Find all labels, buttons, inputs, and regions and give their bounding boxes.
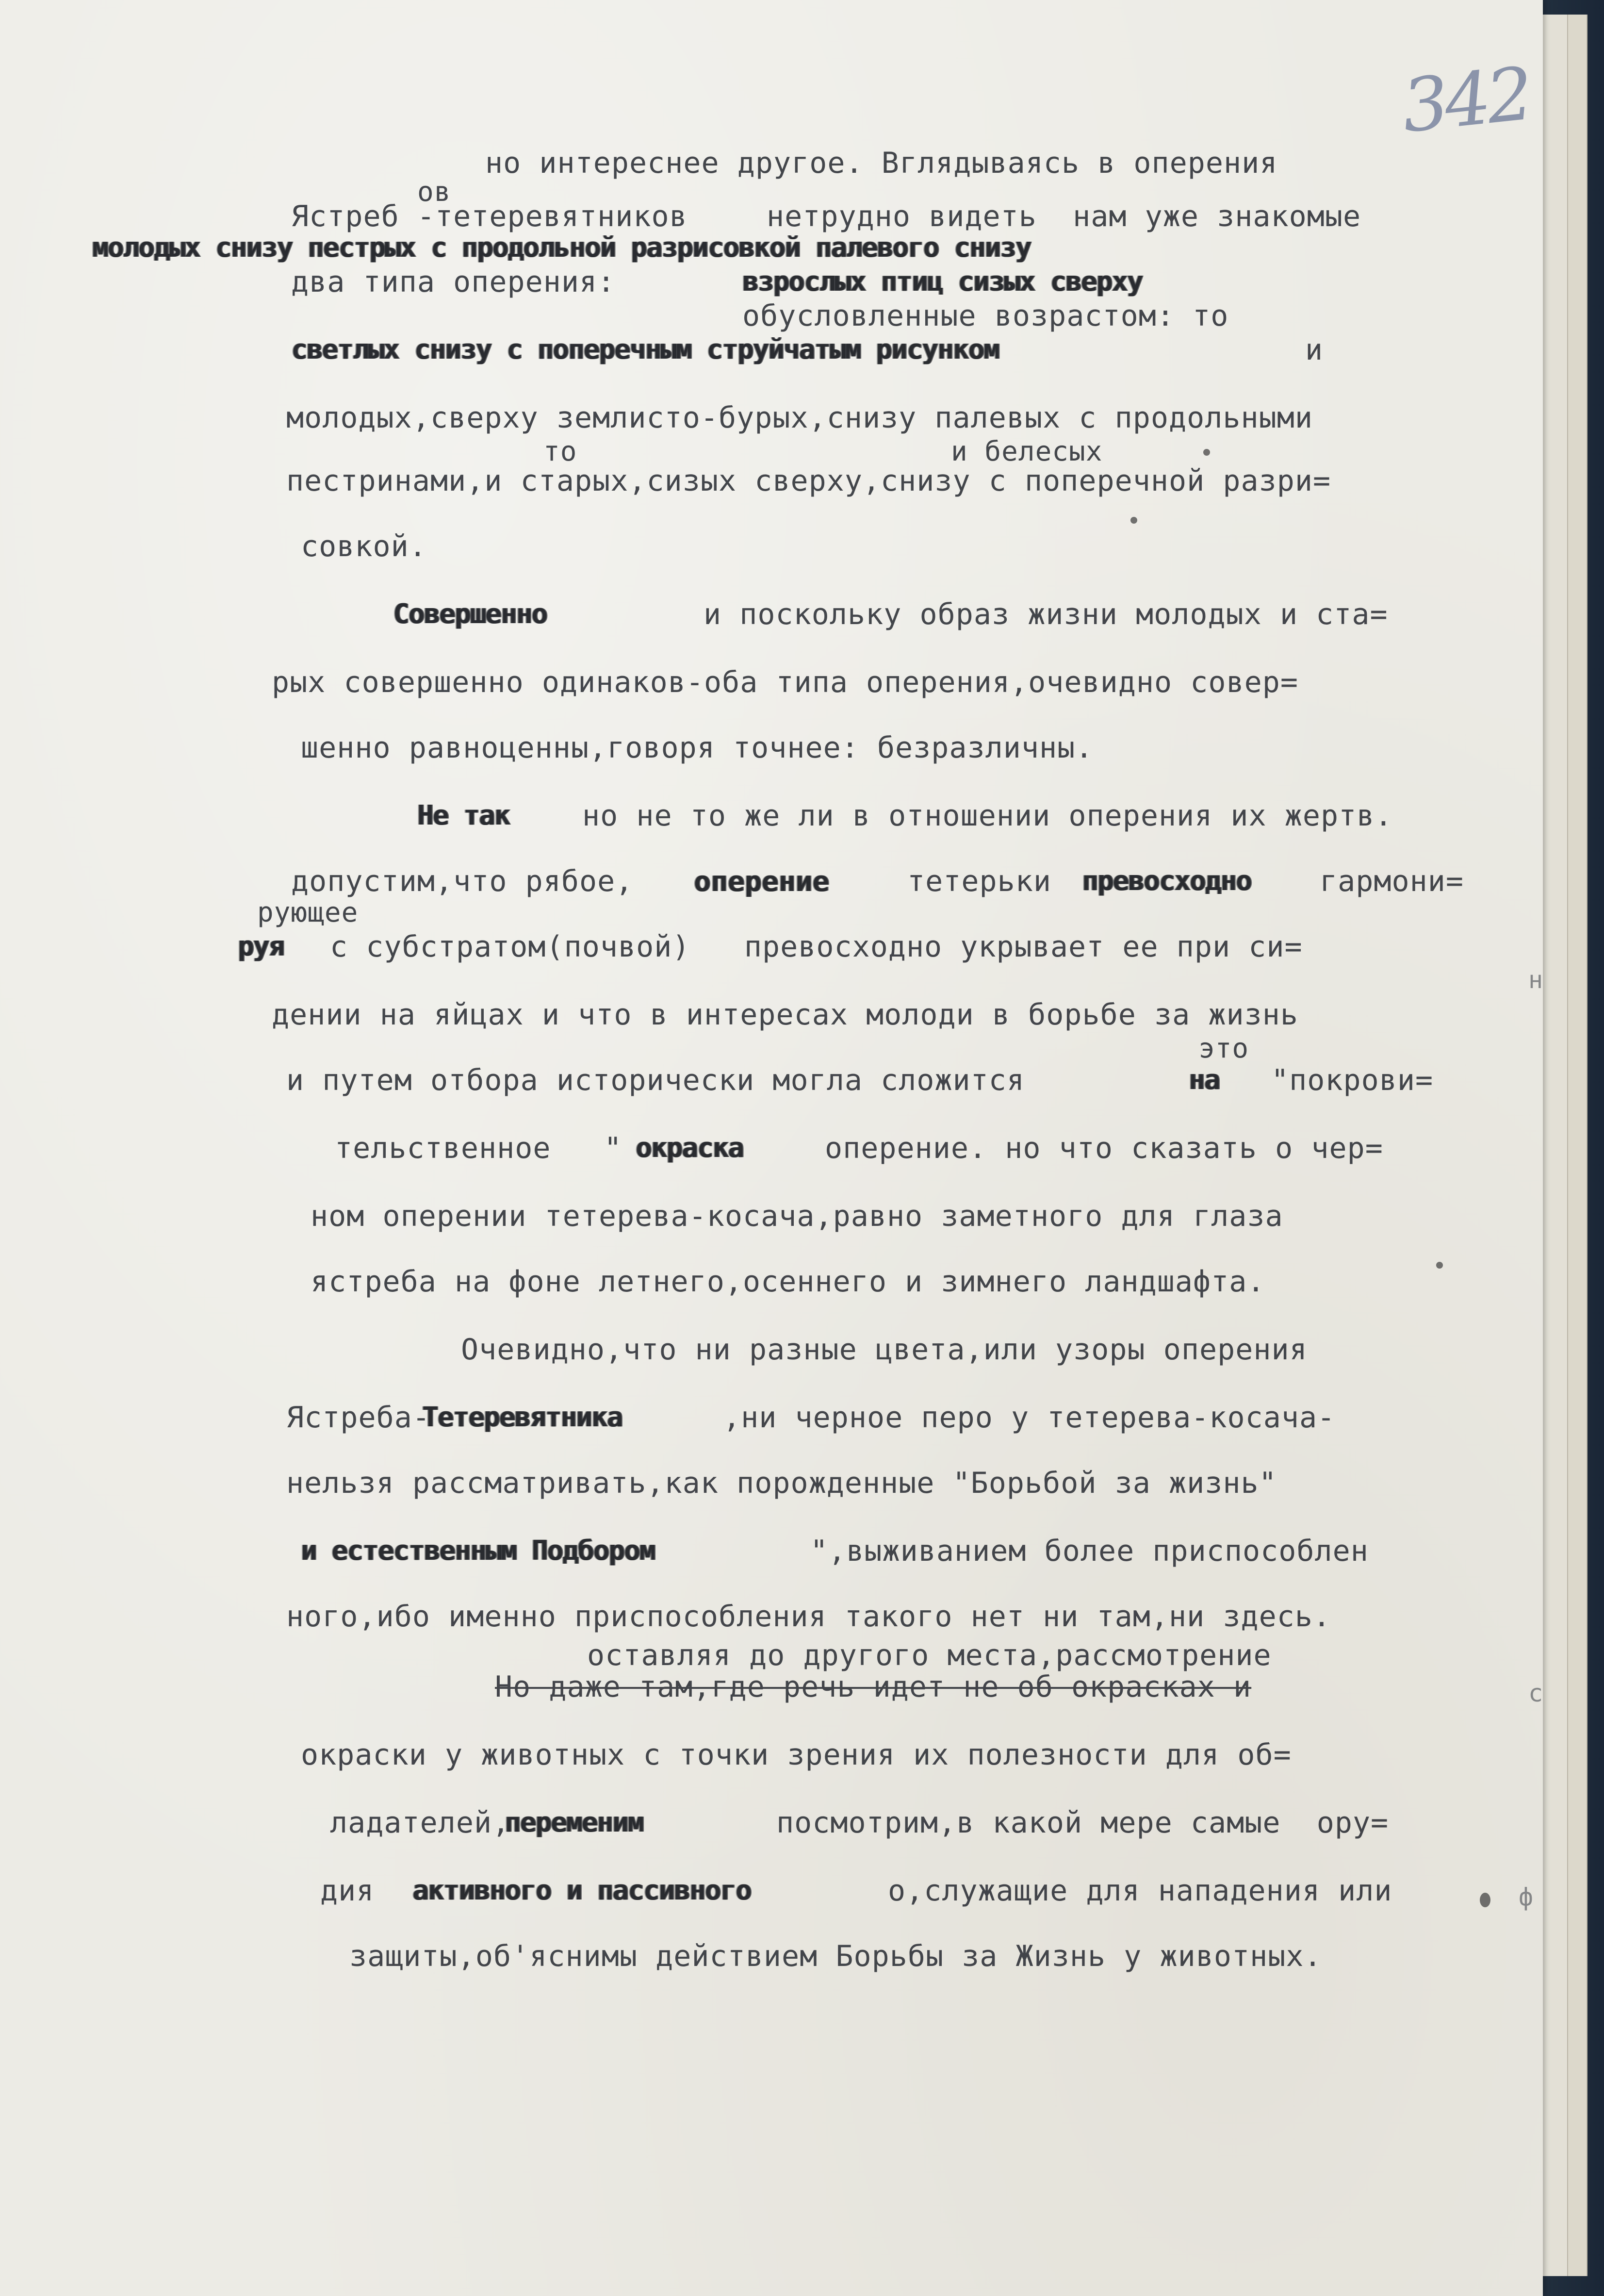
text-line: и путем отбора исторически могла сложится	[286, 1063, 1025, 1097]
text-line: тетерьки	[907, 864, 1051, 898]
struck-text: руя	[238, 931, 284, 962]
text-line: "	[604, 1131, 622, 1165]
text-line: Ястреба-	[286, 1401, 430, 1435]
struck-text: Совершенно	[393, 598, 547, 630]
text-line: о,служащие для нападения или	[888, 1874, 1392, 1908]
text-insertion: рующее	[257, 897, 359, 928]
text-line: пестринами,и старых,сизых сверху,снизу с поперечной разри=	[286, 464, 1331, 498]
ink-speck	[1436, 1262, 1443, 1269]
struck-text: переменим	[505, 1807, 643, 1838]
struck-text: окраска	[636, 1132, 744, 1164]
text-insertion: обусловленные возрастом: то	[742, 299, 1229, 333]
text-line: ладателей,	[330, 1806, 510, 1840]
text-line: с субстратом(почвой) превосходно укрывает ее при си=	[330, 930, 1303, 964]
edge-letter: н	[1528, 966, 1543, 994]
text-insertion: то	[543, 436, 577, 467]
struck-text-line: молодых снизу пестрых с продольной разрисовкой палевого снизу	[92, 232, 1031, 264]
text-line: нельзя рассматривать,как порожденные "Борьбой за жизнь"	[286, 1466, 1277, 1500]
text-line: "покрови=	[1271, 1063, 1434, 1097]
text-line: рых совершенно одинаков-оба типа оперения,очевидно совер=	[272, 665, 1299, 699]
page-number: 342	[1398, 51, 1534, 149]
ink-speck	[1203, 449, 1210, 456]
text-line: но не то же ли в отношении оперения их жертв.	[582, 799, 1393, 833]
text-insertion: это	[1198, 1033, 1249, 1064]
text-line: оперение. но что сказать о чер=	[825, 1131, 1383, 1165]
text-line: тельственное	[335, 1131, 551, 1165]
text-line: и поскольку образ жизни молодых и ста=	[704, 597, 1388, 631]
struck-text: Не так	[417, 800, 510, 831]
struck-through-line: Но даже там,где речь идет не об окрасках и	[495, 1670, 1252, 1704]
text-line: Очевидно,что ни разные цвета,или узоры оперения	[461, 1333, 1308, 1367]
struck-text: и естественным Подбором	[301, 1535, 655, 1567]
text-line: ",выживанием более приспособлен	[810, 1534, 1369, 1568]
ink-speck	[1130, 517, 1137, 524]
text-line: шенно равноценны,говоря точнее: безразличны.	[301, 731, 1094, 765]
edge-letter: ф	[1519, 1883, 1534, 1911]
struck-text: светлых снизу с поперечным струйчатым рисунком	[291, 334, 999, 365]
text-line: и	[1305, 333, 1324, 367]
text-line: нетрудно видеть нам уже знакомые	[767, 199, 1361, 233]
struck-text: оперение	[694, 865, 830, 898]
text-line: два типа оперения:	[291, 265, 616, 299]
text-line: ного,ибо именно приспособления такого нет ни там,ни здесь.	[286, 1600, 1331, 1634]
text-line: Ястреб -тетеревятников	[291, 199, 687, 233]
text-line: дении на яйцах и что в интересах молоди в борьбе за жизнь	[272, 998, 1299, 1032]
text-line: ном оперении тетерева-косача,равно заметного для глаза	[311, 1199, 1283, 1233]
text-line: посмотрим,в какой мере самые ору=	[776, 1806, 1389, 1840]
struck-text: взрослых птиц сизых сверху	[742, 266, 1143, 297]
struck-text: на	[1189, 1064, 1220, 1096]
ink-speck	[1480, 1893, 1490, 1907]
text-insertion: ов	[417, 176, 451, 208]
struck-text: Тетеревятника	[422, 1402, 622, 1433]
edge-letter: с	[1528, 1679, 1543, 1707]
text-line: защиты,об'яснимы действием Борьбы за Жизнь у животных.	[349, 1939, 1322, 1973]
text-line: окраски у животных с точки зрения их полезности для об=	[301, 1738, 1292, 1772]
text-line: но интереснее другое. Вглядываясь в оперения	[485, 146, 1278, 180]
text-line: совкой.	[301, 529, 427, 563]
text-insertion: и белесых	[951, 436, 1103, 467]
text-line: дия	[320, 1874, 375, 1908]
text-insertion: оставляя до другого места,рассмотрение	[587, 1638, 1272, 1672]
text-line: молодых,сверху землисто-бурых,снизу палевых с продольными	[286, 401, 1313, 435]
text-line: гармони=	[1320, 864, 1464, 898]
struck-text: превосходно	[1082, 865, 1251, 897]
text-line: ястреба на фоне летнего,осеннего и зимнего ландшафта.	[311, 1265, 1265, 1299]
text-line: ,ни черное перо у тетерева-косача-	[723, 1401, 1336, 1435]
struck-text: активного и пассивного	[412, 1875, 751, 1906]
text-line: допустим,что рябое,	[291, 864, 634, 898]
